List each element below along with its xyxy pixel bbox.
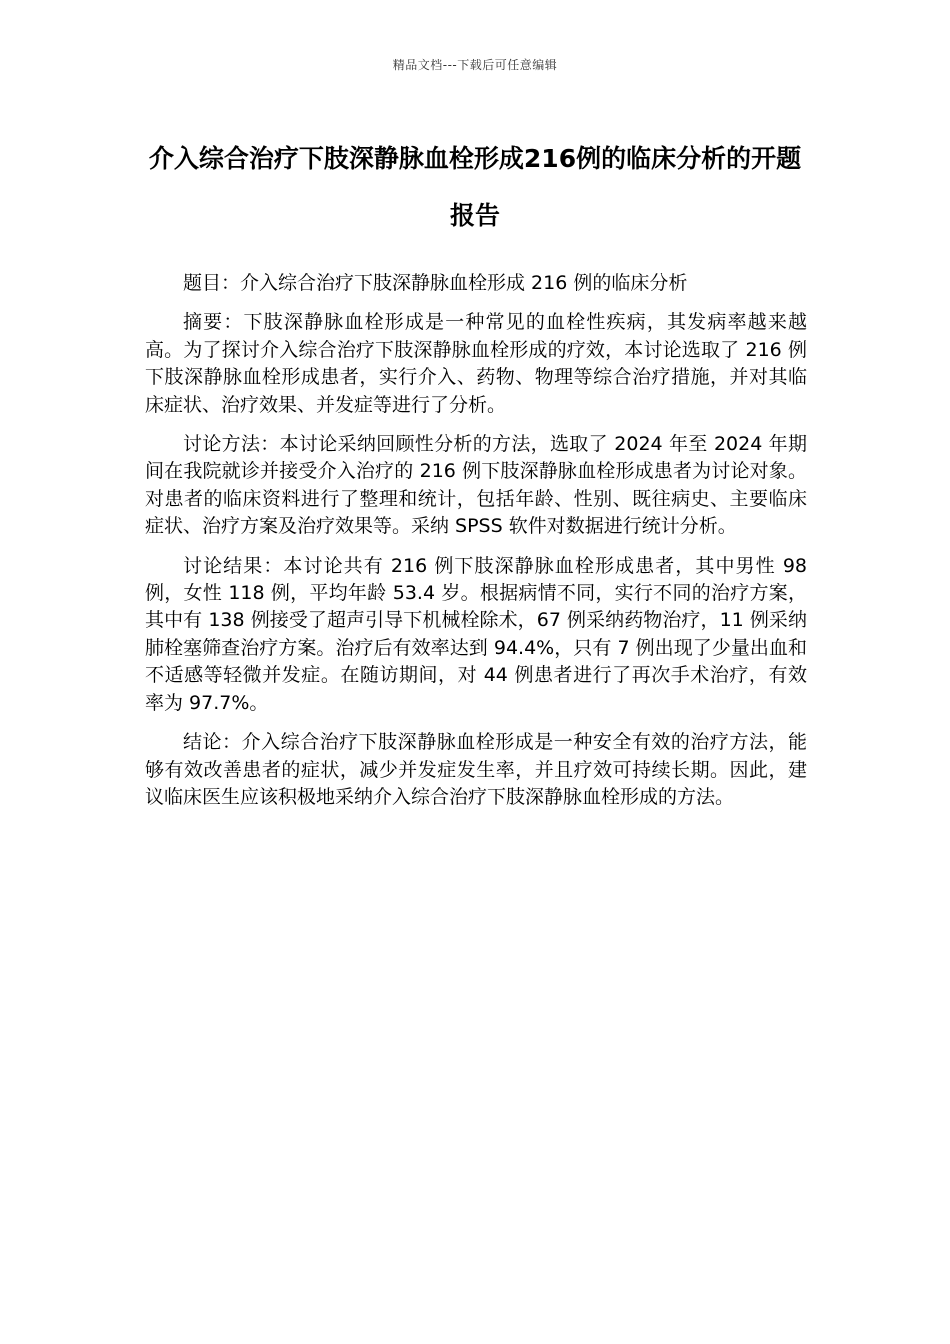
document-title: 介入综合治疗下肢深静脉血栓形成216例的临床分析的开题报告 — [148, 144, 802, 230]
page-header: 精品文档---下载后可任意编辑 — [392, 58, 558, 72]
paragraph-results: 讨论结果：本讨论共有 216 例下肢深静脉血栓形成患者，其中男性 98 例，女性 118 例，平均年龄 53.4 岁。根据病情不同，实行不同的治疗方案，其中有 138 例接受了超声引导下机械栓除术，67 例采纳药物治疗，11 例采纳肺栓塞筛查治疗方案。治疗后有效率达到 94.4%，只有 7 例出现了少量出血和不适感等轻微并发症。在随访期间，对 44 例患者进行了再次手术治疗，有效率为 97.7%。 — [145, 554, 807, 714]
paragraph-conclusion: 结论：介入综合治疗下肢深静脉血栓形成是一种安全有效的治疗方法，能够有效改善患者的症状，减少并发症发生率，并且疗效可持续长期。因此，建议临床医生应该积极地采纳介入综合治疗下肢深静脉血栓形成的方法。 — [145, 731, 807, 808]
paragraph-topic: 题目：介入综合治疗下肢深静脉血栓形成 216 例的临床分析 — [183, 272, 688, 294]
paragraph-abstract: 摘要：下肢深静脉血栓形成是一种常见的血栓性疾病，其发病率越来越高。为了探讨介入综合治疗下肢深静脉血栓形成的疗效，本讨论选取了 216 例下肢深静脉血栓形成患者，实行介入、药物、物理等综合治疗措施，并对其临床症状、治疗效果、并发症等进行了分析。 — [145, 311, 807, 416]
paragraph-methods: 讨论方法：本讨论采纳回顾性分析的方法，选取了 2024 年至 2024 年期间在我院就诊并接受介入治疗的 216 例下肢深静脉血栓形成患者为讨论对象。对患者的临床资料进行了整理和统计，包括年龄、性别、既往病史、主要临床症状、治疗方案及治疗效果等。采纳 SPSS 软件对数据进行统计分析。 — [145, 433, 807, 538]
document-body — [145, 270, 807, 823]
